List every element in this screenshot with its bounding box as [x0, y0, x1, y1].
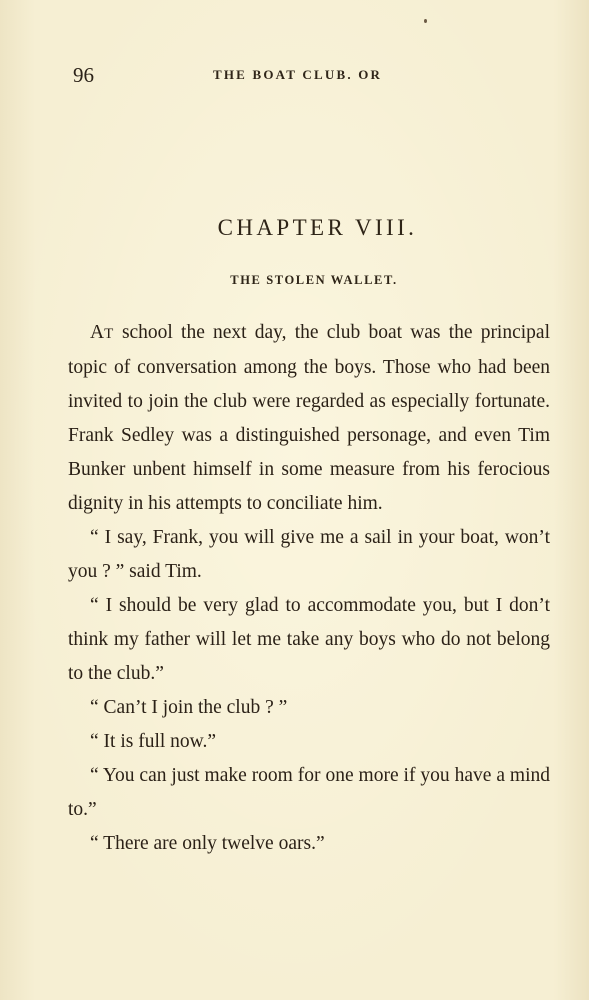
paragraph: “ Can’t I join the club ? ” — [90, 697, 288, 718]
chapter-subtitle: THE STOLEN WALLET. — [230, 273, 398, 287]
paragraph: “ It is full now.” — [90, 731, 216, 752]
small-cap-letter: T — [104, 326, 114, 342]
ink-speck — [424, 19, 427, 23]
paragraph-text: school the next day, the club boat was the principal topic of conversation among the boys. Those who had been invited to join the club were regarded as especially fortunate. Frank Sedley was a distinguished personage, and even Tim Bunker unbent himself in some measure from his ferocious dignity in his attempts to conciliate him. — [68, 322, 550, 514]
chapter-title: CHAPTER VIII. — [217, 215, 418, 240]
page-header — [73, 62, 423, 88]
paragraph — [68, 316, 550, 521]
paragraph: “ I should be very glad to accommodate you, but I don’t think my father will let me take any boys who do not belong to the club.” — [68, 595, 550, 684]
paragraph: “ There are only twelve oars.” — [90, 833, 325, 854]
page-number: 96 — [73, 63, 94, 87]
drop-letter: A — [90, 322, 105, 343]
running-title: THE BOAT CLUB. OR — [213, 67, 383, 82]
paragraph: “ You can just make room for one more if you have a mind to.” — [68, 765, 550, 820]
paragraph: “ I say, Frank, you will give me a sail in your boat, won’t you ? ” said Tim. — [68, 527, 550, 582]
body-text — [68, 316, 550, 861]
